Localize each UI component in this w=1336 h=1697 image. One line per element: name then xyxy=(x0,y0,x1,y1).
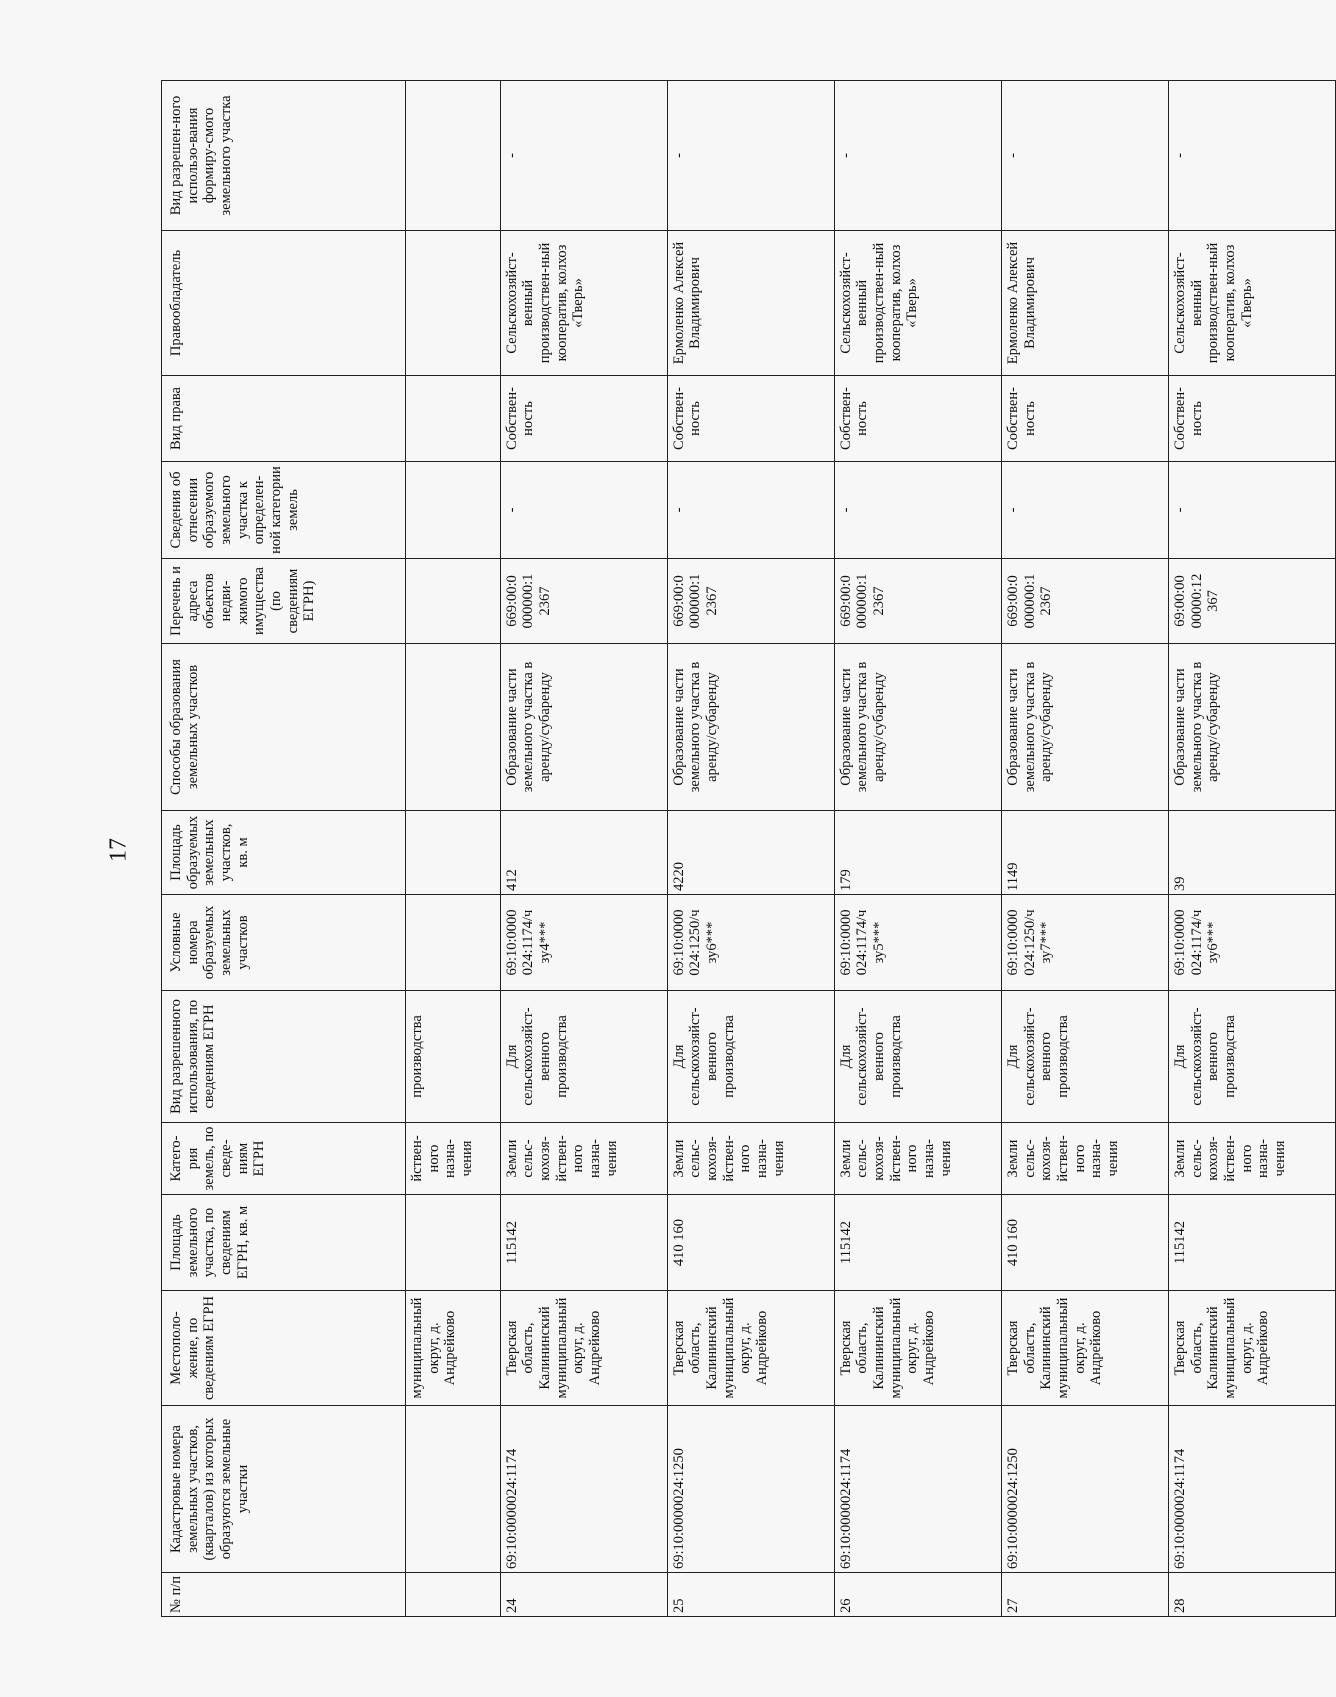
table-cell: 69:10:0000024:1174 xyxy=(500,1406,667,1573)
table-cell xyxy=(406,81,501,231)
table-cell: 69:10:0000 024:1250/ч зу7*** xyxy=(1001,895,1168,991)
table-cell: 27 xyxy=(1001,1573,1168,1617)
table-cell: Земли сельс-кохозя-йствен-ного назна-чения xyxy=(500,1123,667,1195)
table-cell: 115142 xyxy=(500,1195,667,1291)
header-cell: Местополо-жение, по сведениям ЕГРН xyxy=(162,1291,406,1406)
table-cell: 4220 xyxy=(667,811,834,895)
table-cell: Собствен-ность xyxy=(500,376,667,462)
table-cell: 69:10:0000024:1174 xyxy=(1168,1406,1335,1573)
table-cell: Ермоленко Алексей Владимирович xyxy=(667,231,834,376)
header-cell: Условные номера образуемых земельных участков xyxy=(162,895,406,991)
table-cell: 28 xyxy=(1168,1573,1335,1617)
table-cell: Для сельскохозяйст-венного производства xyxy=(834,991,1001,1123)
table-cell: - xyxy=(1168,462,1335,559)
table-cell: Собствен-ность xyxy=(667,376,834,462)
table-cell: Собствен-ность xyxy=(1168,376,1335,462)
header-cell: Вид права xyxy=(162,376,406,462)
page-number: 17 xyxy=(105,838,132,862)
header-cell: Вид разрешен-ного использо-вания формиру-смого земельного участка xyxy=(162,81,406,231)
table-cell: - xyxy=(1001,462,1168,559)
table-cell: Тверская область, Калининский муниципальный округ, д. Андрейково xyxy=(1168,1291,1335,1406)
table-cell: 69:00:00 00000:12 367 xyxy=(1168,559,1335,644)
header-cell: Перечень и адреса объектов недви-жимого имущества (по сведениям ЕГРН) xyxy=(162,559,406,644)
table-cell: Земли сельс-кохозя-йствен-ного назна-чения xyxy=(834,1123,1001,1195)
table-cell: - xyxy=(667,462,834,559)
table-cell: - xyxy=(500,462,667,559)
table-cell xyxy=(406,462,501,559)
table-cell xyxy=(406,559,501,644)
table-cell: Образование части земельного участка в аренду/субаренду xyxy=(1001,644,1168,811)
table-cell: Сельскохозяйст-венный производствен-ный кооператив, колхоз «Тверь» xyxy=(500,231,667,376)
table-cell: 1149 xyxy=(1001,811,1168,895)
table-cell: Для сельскохозяйст-венного производства xyxy=(1168,991,1335,1123)
table-row xyxy=(1168,81,1335,1617)
table-cell: Образование части земельного участка в аренду/субаренду xyxy=(834,644,1001,811)
table-cell: 669:00:0 000000:1 2367 xyxy=(500,559,667,644)
table-cell: Сельскохозяйст-венный производствен-ный кооператив, колхоз «Тверь» xyxy=(1168,231,1335,376)
table-cell xyxy=(406,376,501,462)
table-cell: Тверская область, Калининский муниципальный округ, д. Андрейково xyxy=(834,1291,1001,1406)
table-cell: Для сельскохозяйст-венного производства xyxy=(667,991,834,1123)
table-cell: производства xyxy=(406,991,501,1123)
table-cell: йствен-ного назна-чения xyxy=(406,1123,501,1195)
header-cell: Вид разрешенного использования, по сведениям ЕГРН xyxy=(162,991,406,1123)
header-cell: Правообладатель xyxy=(162,231,406,376)
table-cell: 69:10:0000024:1174 xyxy=(834,1406,1001,1573)
table-cell: 115142 xyxy=(834,1195,1001,1291)
table-cell xyxy=(406,644,501,811)
table-cell: 25 xyxy=(667,1573,834,1617)
table-cell: Образование части земельного участка в аренду/субаренду xyxy=(500,644,667,811)
header-cell: Площадь образуемых земельных участков, кв. м xyxy=(162,811,406,895)
table-cell: - xyxy=(1168,81,1335,231)
table-cell: Тверская область, Калининский муниципальный округ, д. Андрейково xyxy=(667,1291,834,1406)
table-cell: 179 xyxy=(834,811,1001,895)
land-plots-table xyxy=(161,80,1336,1617)
table-cell: - xyxy=(834,462,1001,559)
table-cell: - xyxy=(667,81,834,231)
header-cell: Сведения об отнесении образуемого земельного участка к определен-ной категории земель xyxy=(162,462,406,559)
table-cell: Земли сельс-кохозя-йствен-ного назна-чения xyxy=(667,1123,834,1195)
table-cell: Тверская область, Калининский муниципальный округ, д. Андрейково xyxy=(1001,1291,1168,1406)
table-cell: - xyxy=(500,81,667,231)
table-cell xyxy=(406,231,501,376)
table-cell: Сельскохозяйст-венный производствен-ный кооператив, колхоз «Тверь» xyxy=(834,231,1001,376)
table-row xyxy=(667,81,834,1617)
table-cell: 39 xyxy=(1168,811,1335,895)
continuation-row xyxy=(406,81,501,1617)
table-cell: 69:10:0000024:1250 xyxy=(1001,1406,1168,1573)
table-cell: 410 160 xyxy=(667,1195,834,1291)
table-cell: Образование части земельного участка в аренду/субаренду xyxy=(667,644,834,811)
table-cell: 69:10:0000024:1250 xyxy=(667,1406,834,1573)
header-cell: Способы образования земельных участков xyxy=(162,644,406,811)
table-cell: 69:10:0000 024:1174/ч зу6*** xyxy=(1168,895,1335,991)
table-cell: - xyxy=(1001,81,1168,231)
table-cell: Собствен-ность xyxy=(834,376,1001,462)
table-cell: - xyxy=(834,81,1001,231)
table-cell: 26 xyxy=(834,1573,1001,1617)
table-cell xyxy=(406,1406,501,1573)
table-cell: 412 xyxy=(500,811,667,895)
table-cell: Для сельскохозяйст-венного производства xyxy=(500,991,667,1123)
table-cell xyxy=(406,895,501,991)
table-cell: 24 xyxy=(500,1573,667,1617)
table-cell: 69:10:0000 024:1174/ч зу4*** xyxy=(500,895,667,991)
table-row xyxy=(500,81,667,1617)
table-cell: 669:00:0 000000:1 2367 xyxy=(834,559,1001,644)
table-cell: Земли сельс-кохозя-йствен-ного назна-чения xyxy=(1001,1123,1168,1195)
table-cell: Тверская область, Калининский муниципальный округ, д. Андрейково xyxy=(500,1291,667,1406)
table-cell: 115142 xyxy=(1168,1195,1335,1291)
land-plots-table-container xyxy=(161,82,1336,1617)
table-cell: муниципальный округ, д. Андрейково xyxy=(406,1291,501,1406)
table-cell xyxy=(406,1573,501,1617)
table-cell: 69:10:0000 024:1174/ч зу5*** xyxy=(834,895,1001,991)
table-cell: Ермоленко Алексей Владимирович xyxy=(1001,231,1168,376)
table-row xyxy=(1001,81,1168,1617)
header-cell: Кадастровые номера земельных участков, (кварталов) из которых образуются земельные участки xyxy=(162,1406,406,1573)
table-cell xyxy=(406,1195,501,1291)
table-cell: 410 160 xyxy=(1001,1195,1168,1291)
table-cell: Собствен-ность xyxy=(1001,376,1168,462)
header-cell: Катего-рия земель, по сведе-ниям ЕГРН xyxy=(162,1123,406,1195)
table-cell: Земли сельс-кохозя-йствен-ного назна-чения xyxy=(1168,1123,1335,1195)
table-row xyxy=(834,81,1001,1617)
table-cell: 69:10:0000 024:1250/ч зу6*** xyxy=(667,895,834,991)
table-cell: 669:00:0 000000:1 2367 xyxy=(667,559,834,644)
table-cell: Образование части земельного участка в аренду/субаренду xyxy=(1168,644,1335,811)
header-cell: Площадь земельного участка, по сведениям ЕГРН, кв. м xyxy=(162,1195,406,1291)
table-header-row xyxy=(162,81,406,1617)
table-cell: Для сельскохозяйст-венного производства xyxy=(1001,991,1168,1123)
table-cell xyxy=(406,811,501,895)
header-cell: № п/п xyxy=(162,1573,406,1617)
table-cell: 669:00:0 000000:1 2367 xyxy=(1001,559,1168,644)
